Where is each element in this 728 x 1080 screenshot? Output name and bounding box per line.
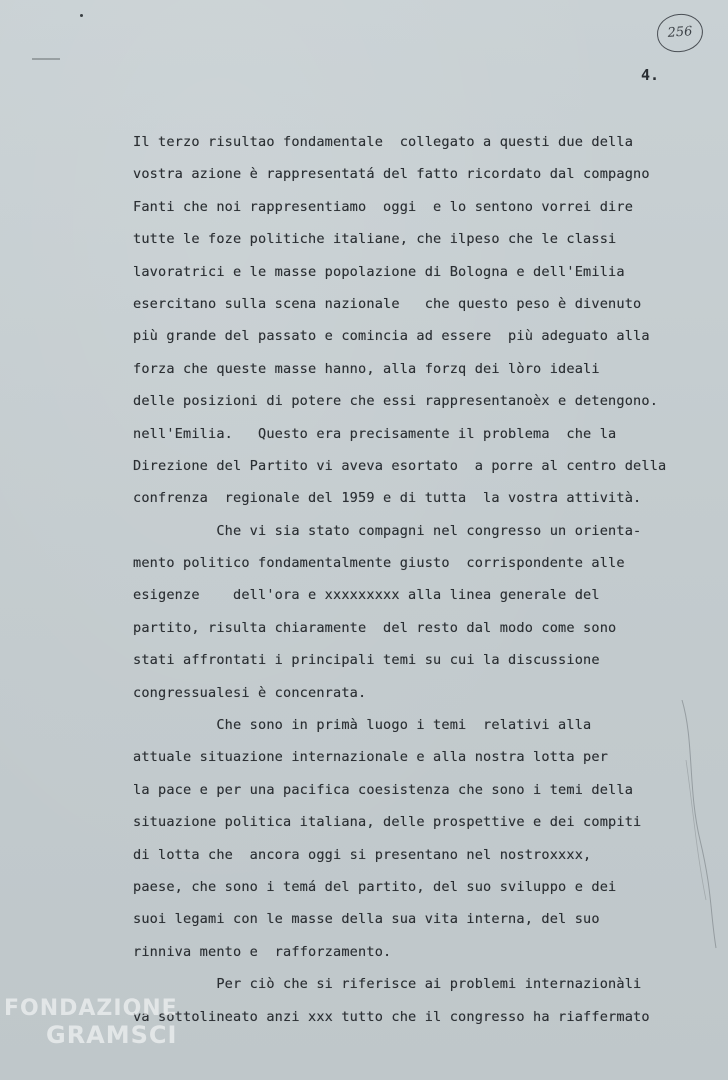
text-line: suoi legami con le masse della sua vita interna, del suo [133,911,600,928]
text-line: stati affrontati i principali temi su cui la discussione [133,652,600,669]
watermark-line2: GRAMSCI [46,1021,178,1049]
text-line: paese, che sono i temá del partito, del suo sviluppo e dei [133,878,617,895]
ink-speck [80,14,83,17]
text-line: Direzione del Partito vi aveva esortato a porre al centro della [133,457,667,474]
text-line: Fanti che noi rappresentiamo oggi e lo sentono vorrei dire [133,198,634,215]
typewritten-body [133,126,713,1033]
faint-mark [32,58,60,60]
text-line: esigenze dell'ora e xxxxxxxxx alla linea generale del [133,587,600,604]
text-line: partito, risulta chiaramente del resto dal modo come sono [133,619,617,636]
text-line: Che sono in primà luogo i temi relativi alla [133,717,592,734]
text-line: tutte le foze politiche italiane, che ilpeso che le classi [133,231,617,248]
text-line: vostra azione è rappresentatá del fatto ricordato dal compagno [133,166,650,183]
text-line: Per ciò che si riferisce ai problemi internazionàli [133,976,642,993]
text-line: confrenza regionale del 1959 e di tutta la vostra attività. [133,490,642,507]
text-line: situazione politica italiana, delle prospettive e dei compiti [133,814,642,831]
fondazione-gramsci-watermark [4,996,178,1048]
text-line: forza che queste masse hanno, alla forzq dei lòro ideali [133,360,600,377]
page-number: 4. [641,66,660,84]
text-line: mento politico fondamentalmente giusto corrispondente alle [133,555,625,572]
text-line: rinniva mento e rafforzamento. [133,943,392,960]
text-line: di lotta che ancora oggi si presentano nel nostroxxxx, [133,846,592,863]
archive-stamp-number: 256 [656,12,705,53]
text-line: esercitano sulla scena nazionale che questo peso è divenuto [133,295,642,312]
text-line: attuale situazione internazionale e alla nostra lotta per [133,749,609,766]
text-line: va sottolineato anzi xxx tutto che il congresso ha riaffermato [133,1008,650,1025]
text-line: nell'Emilia. Questo era precisamente il problema che la [133,425,617,442]
text-line: Che vi sia stato compagni nel congresso un orienta- [133,522,642,539]
text-line: la pace e per una pacifica coesistenza che sono i temi della [133,781,634,798]
text-line: più grande del passato e comincia ad essere più adeguato alla [133,328,650,345]
text-line: Il terzo risultao fondamentale collegato a questi due della [133,134,634,150]
text-line: congressualesi è concenrata. [133,684,367,701]
text-line: delle posizioni di potere che essi rappresentanoèx e detengono. [133,393,659,410]
watermark-line1: FONDAZIONE [4,996,178,1021]
text-line: lavoratrici e le masse popolazione di Bologna e dell'Emilia [133,263,625,280]
